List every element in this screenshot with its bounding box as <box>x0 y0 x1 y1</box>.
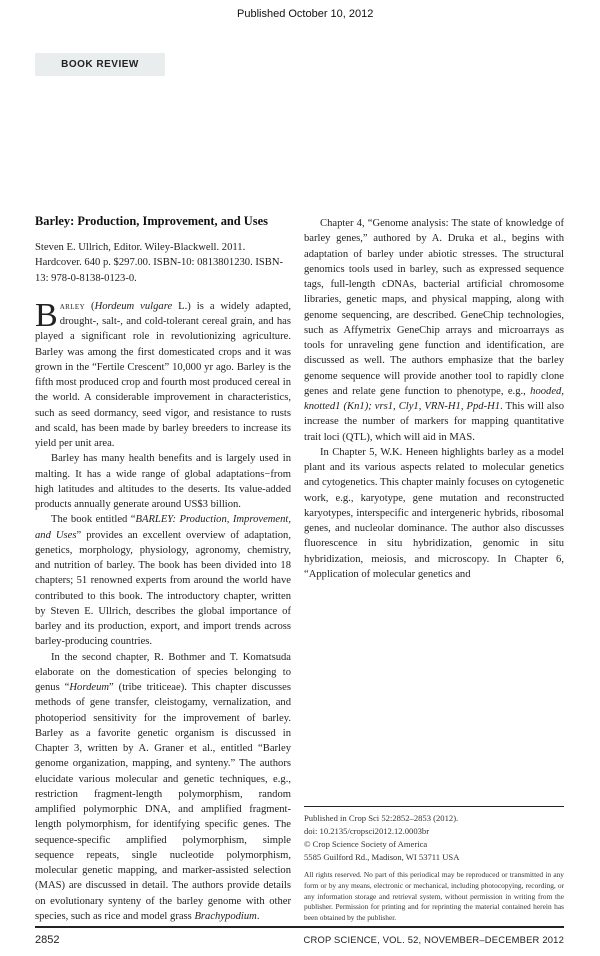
text: ” (tribe triticeae). This chapter discusses methods of gene transfer, cleistogamy, vernalization, and photoperiod sensitivity for the improvement of barley. Barley as a favorite genetic organism is discussed in Chapter 3, written by A. Graner et al., entitled “Barley genome organization, mapping, and synteny.” The authors elucidate various molecular and genetic techniques, e.g., restriction fragment-length polymorphism, random amplified polymorphic DNA, and amplified fragment-length polymorphism, for identifying specific genes. The sequence-specific amplified polymorphism, simple sequence repeats, single nucleotide polymorphism, molecular genetic mapping, and marker-assisted selection (MAS) are discussed in detail. The authors provide details on evolutionary synteny of the barley genome with other species, such as rice and model grass <box>35 682 291 922</box>
small-caps: arley <box>59 300 86 312</box>
paragraph-3 <box>35 512 291 649</box>
address-line: 5585 Guilford Rd., Madison, WI 53711 USA <box>304 852 460 863</box>
doi-line: doi: 10.2135/cropsci2012.12.0003br <box>304 826 430 837</box>
drop-cap: B <box>35 296 58 334</box>
citation-line: Published in Crop Sci 52:2852–2853 (2012). <box>304 813 459 824</box>
section-badge: BOOK REVIEW <box>35 53 165 76</box>
text: L.) is a widely adapted, drought-, salt-, and cold-tolerant cereal grain, and has played a significant role in revolutionizing agriculture. Barley was among the first domesticated crops and it was grown in the “Fertile Crescent” 10,000 yr ago. Barley is the fifth most produced crop and fourth most produced cereal in the world. A considerable improvement in characteristics, such as seed dormancy, seed vigor, and resistance to rusts and scald, has been made by barley breeders to increase its yield per unit area. <box>35 300 291 449</box>
paragraph-5 <box>304 216 564 445</box>
book-metadata: Steven E. Ullrich, Editor. Wiley-Blackwell. 2011. Hardcover. 640 p. $297.00. ISBN-10: 0813801230. ISBN-13: 978-0-8138-0123-0. <box>35 242 284 284</box>
publication-info <box>304 812 564 864</box>
footnote-block <box>304 792 564 924</box>
text: In the second chapter, R. Bothmer and T. Komatsuda elaborate on the domestication of species belonging to genus “ <box>35 651 291 693</box>
text: ( <box>85 300 95 312</box>
rights-statement: All rights reserved. No part of this periodical may be reproduced or transmitted in any form or by any means, electronic or mechanical, including photocopying, recording, or any information storage and retrieval system, without permission in writing from the publisher. Permission for printing and for reprinting the material contained herein has been obtained by the publisher. <box>304 870 564 923</box>
italic-text: Hordeum <box>69 682 110 693</box>
left-column <box>35 212 291 924</box>
italic-text: Brachypodium <box>194 910 257 922</box>
paragraph-6: In Chapter 5, W.K. Heneen highlights barley as a model plant and its various aspects related to molecular genetics and cytogenetics. This chapter mainly focuses on cytogenetic work, e.g., karyotype, gene mutation and reconstructed karyotypes, interspecific and intergeneric hybrids, ribosomal genes, and nucleolar dominance. The author also discusses fluorescence in situ hybridization, genomic in situ hybridization, meiosis, and microscopy. In Chapter 6, “Application of molecular genetics and <box>304 446 564 580</box>
journal-footer: CROP SCIENCE, VOL. 52, NOVEMBER–DECEMBER 2012 <box>303 933 564 945</box>
right-column-text <box>304 216 564 582</box>
italic-text: BARLEY: Production, Improvement, and Uses <box>35 514 292 541</box>
text: Chapter 4, “Genome analysis: The state of knowledge of barley genes,” authored by A. Druka et al., begins with adaptation of barley under abiotic stresses. The structural genomics tools used in barley, such as expressed sequence tags, full-length cDNAs, bacterial artificial chromosome libraries, genetic maps, and physical mapping, along with genome sequencing, are described. GeneChip technologies, such as Affymetrix GeneChip arrays and microarrays as tools for unraveling gene function and identification, are discussed as well. The authors emphasize that the barley genome sequence will provide another tool to rapidly clone genes and relate gene function to phenotype, e.g., <box>304 218 564 397</box>
footer-row <box>35 934 564 946</box>
copyright-line: © Crop Science Society of America <box>304 839 428 850</box>
paragraph-2: Barley has many health benefits and is largely used in malting. It has a wide range of global adaptations−from high latitudes and altitudes to the deserts. Its value-added products annually generate around US$3 billion. <box>35 453 291 510</box>
text: ” provides an excellent overview of adaptation, genetics, morphology, physiology, agronomy, chemistry, and nutrition of barley. The book has been divided into 18 chapters; 51 renowned experts from around the world have contributed to this book. The introductory chapter, written by Steven E. Ullrich, describes the global importance of barley and its production, export, and import trends across barley-producing countries. <box>35 529 291 648</box>
page-footer <box>35 926 564 946</box>
paragraph-4 <box>35 650 291 925</box>
text: The book entitled “ <box>51 514 136 526</box>
footer-rule <box>35 926 564 928</box>
italic-text: hooded, knotted1 (Kn1); vrs1, Cly1, VRN-H1, Ppd-H1 <box>304 385 564 412</box>
italic-text: Hordeum vulgare <box>94 300 173 312</box>
text: . <box>256 910 260 922</box>
page-number: 2852 <box>35 933 60 946</box>
published-date: Published October 10, 2012 <box>237 8 374 20</box>
paragraph-1 <box>35 296 291 452</box>
footnote-rule <box>304 806 564 808</box>
right-column <box>304 212 564 924</box>
article-title: Barley: Production, Improvement, and Uses <box>35 214 268 228</box>
text: . This will also increase the number of markers for mapping quantitative trait loci (QTL), which will aid in MAS. <box>304 401 564 443</box>
